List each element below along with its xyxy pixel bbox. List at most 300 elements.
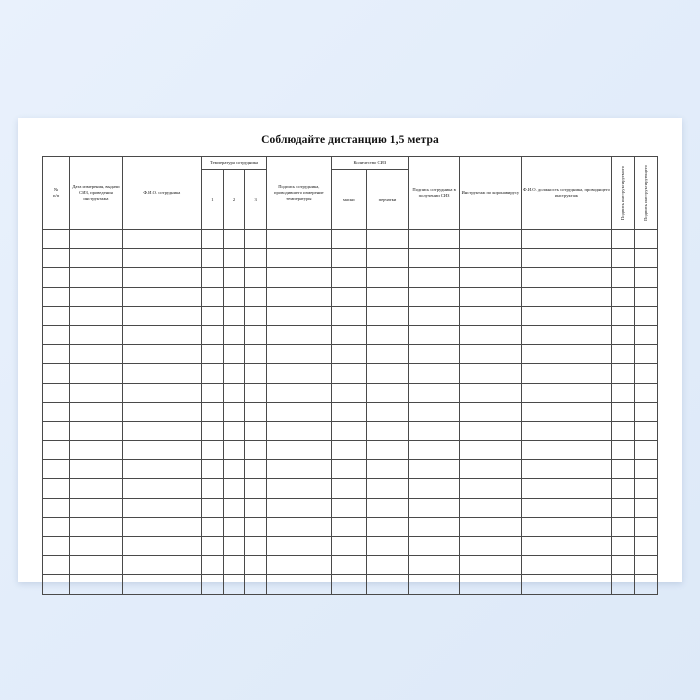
table-cell[interactable] xyxy=(122,421,202,440)
table-cell[interactable] xyxy=(331,402,366,421)
table-cell[interactable] xyxy=(70,287,122,306)
table-cell[interactable] xyxy=(521,421,612,440)
table-cell[interactable] xyxy=(366,537,408,556)
table-cell[interactable] xyxy=(635,345,658,364)
table-cell[interactable] xyxy=(409,460,460,479)
table-cell[interactable] xyxy=(635,383,658,402)
table-cell[interactable] xyxy=(366,421,408,440)
table-cell[interactable] xyxy=(43,421,70,440)
table-cell[interactable] xyxy=(612,537,635,556)
table-cell[interactable] xyxy=(223,306,245,325)
table-cell[interactable] xyxy=(223,287,245,306)
table-cell[interactable] xyxy=(266,498,331,517)
table-cell[interactable] xyxy=(122,230,202,249)
table-cell[interactable] xyxy=(635,402,658,421)
table-cell[interactable] xyxy=(409,498,460,517)
table-cell[interactable] xyxy=(331,345,366,364)
col-header-ppe-gloves: перчатки xyxy=(366,170,408,230)
table-cell[interactable] xyxy=(223,537,245,556)
table-cell[interactable] xyxy=(245,230,267,249)
table-cell[interactable] xyxy=(612,287,635,306)
table-cell[interactable] xyxy=(460,460,521,479)
table-cell[interactable] xyxy=(266,287,331,306)
table-cell[interactable] xyxy=(223,479,245,498)
table-cell[interactable] xyxy=(43,345,70,364)
table-cell[interactable] xyxy=(70,345,122,364)
table-cell[interactable] xyxy=(266,537,331,556)
table-cell[interactable] xyxy=(266,325,331,344)
table-cell[interactable] xyxy=(366,479,408,498)
table-cell[interactable] xyxy=(409,268,460,287)
table-cell[interactable] xyxy=(521,268,612,287)
table-cell[interactable] xyxy=(409,249,460,268)
table-cell[interactable] xyxy=(122,498,202,517)
table-cell[interactable] xyxy=(331,556,366,575)
table-cell[interactable] xyxy=(612,230,635,249)
table-cell[interactable] xyxy=(612,306,635,325)
table-cell[interactable] xyxy=(331,383,366,402)
table-cell[interactable] xyxy=(43,268,70,287)
table-cell[interactable] xyxy=(202,421,224,440)
table-cell[interactable] xyxy=(122,364,202,383)
table-cell[interactable] xyxy=(331,460,366,479)
table-row xyxy=(43,345,658,364)
table-cell[interactable] xyxy=(635,325,658,344)
table-cell[interactable] xyxy=(635,268,658,287)
table-cell[interactable] xyxy=(223,556,245,575)
table-cell[interactable] xyxy=(202,364,224,383)
table-cell[interactable] xyxy=(460,421,521,440)
table-cell[interactable] xyxy=(70,460,122,479)
table-cell[interactable] xyxy=(635,287,658,306)
col-header-ppe-group: Количество СИЗ xyxy=(331,157,408,170)
header-group-row xyxy=(43,157,658,170)
table-cell[interactable] xyxy=(70,249,122,268)
table-row xyxy=(43,325,658,344)
table-cell[interactable] xyxy=(409,383,460,402)
table-cell[interactable] xyxy=(70,306,122,325)
table-cell[interactable] xyxy=(223,230,245,249)
table-cell[interactable] xyxy=(266,230,331,249)
table-cell[interactable] xyxy=(331,268,366,287)
table-cell[interactable] xyxy=(266,383,331,402)
table-cell[interactable] xyxy=(521,556,612,575)
table-cell[interactable] xyxy=(331,364,366,383)
table-cell[interactable] xyxy=(122,306,202,325)
table-cell[interactable] xyxy=(70,537,122,556)
table-cell[interactable] xyxy=(460,498,521,517)
table-cell[interactable] xyxy=(331,537,366,556)
table-cell[interactable] xyxy=(122,479,202,498)
table-cell[interactable] xyxy=(245,421,267,440)
table-cell[interactable] xyxy=(521,306,612,325)
col-header-no-line1: № xyxy=(53,187,59,193)
table-cell[interactable] xyxy=(409,287,460,306)
table-cell[interactable] xyxy=(202,575,224,594)
table-cell[interactable] xyxy=(612,421,635,440)
table-cell[interactable] xyxy=(43,556,70,575)
table-cell[interactable] xyxy=(70,517,122,536)
table-cell[interactable] xyxy=(202,537,224,556)
table-cell[interactable] xyxy=(122,537,202,556)
table-cell[interactable] xyxy=(521,517,612,536)
table-cell[interactable] xyxy=(70,268,122,287)
col-header-date: Дата измерения, выдачи СИЗ, проведения инструктажа xyxy=(70,157,122,230)
table-cell[interactable] xyxy=(43,460,70,479)
table-cell[interactable] xyxy=(43,306,70,325)
table-cell[interactable] xyxy=(366,517,408,536)
table-cell[interactable] xyxy=(460,441,521,460)
table-row xyxy=(43,460,658,479)
col-header-employee-name: Ф.И.О. сотрудника xyxy=(122,157,202,230)
table-cell[interactable] xyxy=(245,441,267,460)
table-cell[interactable] xyxy=(43,364,70,383)
table-cell[interactable] xyxy=(70,556,122,575)
table-cell[interactable] xyxy=(70,383,122,402)
table-cell[interactable] xyxy=(635,517,658,536)
table-cell[interactable] xyxy=(245,479,267,498)
table-cell[interactable] xyxy=(223,249,245,268)
table-cell[interactable] xyxy=(331,479,366,498)
col-header-temperature-group: Температура сотрудника xyxy=(202,157,267,170)
table-cell[interactable] xyxy=(460,230,521,249)
table-cell[interactable] xyxy=(202,325,224,344)
table-cell[interactable] xyxy=(70,364,122,383)
table-cell[interactable] xyxy=(635,249,658,268)
table-cell[interactable] xyxy=(266,345,331,364)
table-cell[interactable] xyxy=(635,306,658,325)
table-cell[interactable] xyxy=(43,383,70,402)
table-cell[interactable] xyxy=(202,230,224,249)
table-cell[interactable] xyxy=(612,479,635,498)
table-cell[interactable] xyxy=(202,249,224,268)
table-cell[interactable] xyxy=(521,364,612,383)
table-cell[interactable] xyxy=(409,556,460,575)
col-header-temp-signature: Подпись сотрудника, проводившего измерение температуры xyxy=(266,157,331,230)
table-cell[interactable] xyxy=(521,287,612,306)
table-cell[interactable] xyxy=(460,325,521,344)
table-cell[interactable] xyxy=(223,325,245,344)
table-cell[interactable] xyxy=(521,230,612,249)
table-cell[interactable] xyxy=(331,441,366,460)
table-cell[interactable] xyxy=(245,556,267,575)
table-cell[interactable] xyxy=(202,460,224,479)
table-cell[interactable] xyxy=(521,325,612,344)
col-header-sign-instructed xyxy=(612,157,635,230)
table-cell[interactable] xyxy=(223,421,245,440)
table-cell[interactable] xyxy=(331,575,366,594)
table-cell[interactable] xyxy=(331,325,366,344)
table-cell[interactable] xyxy=(223,498,245,517)
table-cell[interactable] xyxy=(245,402,267,421)
table-cell[interactable] xyxy=(635,556,658,575)
table-cell[interactable] xyxy=(43,230,70,249)
table-cell[interactable] xyxy=(612,498,635,517)
table-cell[interactable] xyxy=(245,268,267,287)
table-cell[interactable] xyxy=(245,537,267,556)
table-cell[interactable] xyxy=(409,230,460,249)
table-cell[interactable] xyxy=(635,479,658,498)
table-cell[interactable] xyxy=(635,421,658,440)
table-cell[interactable] xyxy=(331,498,366,517)
table-cell[interactable] xyxy=(612,268,635,287)
table-cell[interactable] xyxy=(43,402,70,421)
table-cell[interactable] xyxy=(223,441,245,460)
table-cell[interactable] xyxy=(122,517,202,536)
table-cell[interactable] xyxy=(409,364,460,383)
table-cell[interactable] xyxy=(245,287,267,306)
table-cell[interactable] xyxy=(612,575,635,594)
table-row xyxy=(43,287,658,306)
table-cell[interactable] xyxy=(266,306,331,325)
table-cell[interactable] xyxy=(43,249,70,268)
table-cell[interactable] xyxy=(331,230,366,249)
table-cell[interactable] xyxy=(366,230,408,249)
table-cell[interactable] xyxy=(43,441,70,460)
table-cell[interactable] xyxy=(635,537,658,556)
table-cell[interactable] xyxy=(202,479,224,498)
table-cell[interactable] xyxy=(366,383,408,402)
table-cell[interactable] xyxy=(122,287,202,306)
table-cell[interactable] xyxy=(366,306,408,325)
col-header-temp-3: 3 xyxy=(245,170,267,230)
table-cell[interactable] xyxy=(202,345,224,364)
table-cell[interactable] xyxy=(202,517,224,536)
table-cell[interactable] xyxy=(612,441,635,460)
table-cell[interactable] xyxy=(612,517,635,536)
table-cell[interactable] xyxy=(223,460,245,479)
table-cell[interactable] xyxy=(366,498,408,517)
table-cell[interactable] xyxy=(460,287,521,306)
table-cell[interactable] xyxy=(521,402,612,421)
table-cell[interactable] xyxy=(460,383,521,402)
table-row xyxy=(43,383,658,402)
table-row xyxy=(43,230,658,249)
table-cell[interactable] xyxy=(460,575,521,594)
table-head xyxy=(43,157,658,230)
table-row xyxy=(43,306,658,325)
table-cell[interactable] xyxy=(521,498,612,517)
table-cell[interactable] xyxy=(43,325,70,344)
table-cell[interactable] xyxy=(521,479,612,498)
table-cell[interactable] xyxy=(409,325,460,344)
table-cell[interactable] xyxy=(245,517,267,536)
table-cell[interactable] xyxy=(521,383,612,402)
table-cell[interactable] xyxy=(612,249,635,268)
table-cell[interactable] xyxy=(245,383,267,402)
table-cell[interactable] xyxy=(202,287,224,306)
table-cell[interactable] xyxy=(331,421,366,440)
table-cell[interactable] xyxy=(460,249,521,268)
table-cell[interactable] xyxy=(266,460,331,479)
table-row xyxy=(43,364,658,383)
table-cell[interactable] xyxy=(635,498,658,517)
table-cell[interactable] xyxy=(245,364,267,383)
table-cell[interactable] xyxy=(266,575,331,594)
table-cell[interactable] xyxy=(460,306,521,325)
table-cell[interactable] xyxy=(331,287,366,306)
table-cell[interactable] xyxy=(266,441,331,460)
table-cell[interactable] xyxy=(521,441,612,460)
table-cell[interactable] xyxy=(122,575,202,594)
table-cell[interactable] xyxy=(122,345,202,364)
table-cell[interactable] xyxy=(202,441,224,460)
table-cell[interactable] xyxy=(223,364,245,383)
table-row xyxy=(43,268,658,287)
table-cell[interactable] xyxy=(612,383,635,402)
table-cell[interactable] xyxy=(202,268,224,287)
table-cell[interactable] xyxy=(245,249,267,268)
table-cell[interactable] xyxy=(70,230,122,249)
table-cell[interactable] xyxy=(223,345,245,364)
table-cell[interactable] xyxy=(202,402,224,421)
table-cell[interactable] xyxy=(331,306,366,325)
table-cell[interactable] xyxy=(409,306,460,325)
table-cell[interactable] xyxy=(266,421,331,440)
col-header-briefing-person: Ф.И.О. должность сотрудника, проводящего инструктаж xyxy=(521,157,612,230)
table-cell[interactable] xyxy=(43,537,70,556)
table-cell[interactable] xyxy=(366,441,408,460)
table-cell[interactable] xyxy=(460,537,521,556)
table-cell[interactable] xyxy=(409,441,460,460)
table-cell[interactable] xyxy=(331,249,366,268)
table-cell[interactable] xyxy=(266,364,331,383)
table-cell[interactable] xyxy=(331,517,366,536)
table-cell[interactable] xyxy=(202,498,224,517)
table-cell[interactable] xyxy=(122,383,202,402)
table-cell[interactable] xyxy=(223,517,245,536)
table-cell[interactable] xyxy=(70,441,122,460)
table-cell[interactable] xyxy=(460,268,521,287)
table-cell[interactable] xyxy=(460,364,521,383)
col-header-temp-1: 1 xyxy=(202,170,224,230)
table-cell[interactable] xyxy=(409,421,460,440)
table-cell[interactable] xyxy=(366,287,408,306)
table-cell[interactable] xyxy=(122,441,202,460)
table-cell[interactable] xyxy=(460,517,521,536)
table-cell[interactable] xyxy=(460,556,521,575)
table-cell[interactable] xyxy=(635,575,658,594)
table-cell[interactable] xyxy=(223,575,245,594)
table-cell[interactable] xyxy=(266,268,331,287)
table-cell[interactable] xyxy=(612,325,635,344)
table-row xyxy=(43,421,658,440)
table-cell[interactable] xyxy=(245,306,267,325)
table-cell[interactable] xyxy=(202,383,224,402)
table-cell[interactable] xyxy=(43,517,70,536)
table-cell[interactable] xyxy=(366,325,408,344)
table-cell[interactable] xyxy=(409,345,460,364)
table-cell[interactable] xyxy=(266,402,331,421)
table-cell[interactable] xyxy=(409,517,460,536)
table-cell[interactable] xyxy=(521,249,612,268)
table-cell[interactable] xyxy=(366,249,408,268)
table-cell[interactable] xyxy=(223,268,245,287)
table-cell[interactable] xyxy=(245,345,267,364)
table-cell[interactable] xyxy=(635,230,658,249)
table-cell[interactable] xyxy=(70,325,122,344)
table-cell[interactable] xyxy=(70,498,122,517)
table-cell[interactable] xyxy=(521,537,612,556)
table-cell[interactable] xyxy=(122,460,202,479)
table-cell[interactable] xyxy=(266,556,331,575)
table-cell[interactable] xyxy=(409,479,460,498)
table-cell[interactable] xyxy=(70,575,122,594)
table-cell[interactable] xyxy=(409,537,460,556)
table-cell[interactable] xyxy=(366,556,408,575)
table-cell[interactable] xyxy=(122,249,202,268)
table-cell[interactable] xyxy=(245,575,267,594)
table-cell[interactable] xyxy=(612,402,635,421)
paper-sheet xyxy=(18,118,682,582)
col-header-sign-instructor-label: Подпись инструктирующего xyxy=(643,165,649,221)
table-row xyxy=(43,498,658,517)
table-cell[interactable] xyxy=(635,364,658,383)
table-row xyxy=(43,575,658,594)
table-cell[interactable] xyxy=(366,460,408,479)
table-cell[interactable] xyxy=(612,460,635,479)
table-cell[interactable] xyxy=(612,345,635,364)
table-cell[interactable] xyxy=(635,460,658,479)
table-cell[interactable] xyxy=(122,325,202,344)
table-cell[interactable] xyxy=(245,460,267,479)
table-cell[interactable] xyxy=(409,575,460,594)
table-cell[interactable] xyxy=(245,498,267,517)
table-row xyxy=(43,537,658,556)
table-cell[interactable] xyxy=(122,402,202,421)
table-cell[interactable] xyxy=(70,421,122,440)
col-header-sign-instructed-label: Подпись инструктируемого xyxy=(620,166,626,220)
col-header-ppe-signature: Подпись сотрудника в получении СИЗ xyxy=(409,157,460,230)
table-cell[interactable] xyxy=(366,268,408,287)
table-cell[interactable] xyxy=(366,575,408,594)
table-cell[interactable] xyxy=(223,402,245,421)
table-cell[interactable] xyxy=(70,479,122,498)
table-cell[interactable] xyxy=(612,364,635,383)
col-header-no xyxy=(43,157,70,230)
table-cell[interactable] xyxy=(366,364,408,383)
table-cell[interactable] xyxy=(202,556,224,575)
table-cell[interactable] xyxy=(460,479,521,498)
table-cell[interactable] xyxy=(43,498,70,517)
table-cell[interactable] xyxy=(223,383,245,402)
table-cell[interactable] xyxy=(122,556,202,575)
table-cell[interactable] xyxy=(266,479,331,498)
table-cell[interactable] xyxy=(460,345,521,364)
table-cell[interactable] xyxy=(521,460,612,479)
table-cell[interactable] xyxy=(409,402,460,421)
table-cell[interactable] xyxy=(266,517,331,536)
table-cell[interactable] xyxy=(43,287,70,306)
table-cell[interactable] xyxy=(366,402,408,421)
table-cell[interactable] xyxy=(612,556,635,575)
table-cell[interactable] xyxy=(266,249,331,268)
table-row xyxy=(43,556,658,575)
table-cell[interactable] xyxy=(460,402,521,421)
table-cell[interactable] xyxy=(43,479,70,498)
table-cell[interactable] xyxy=(521,345,612,364)
table-cell[interactable] xyxy=(635,441,658,460)
table-cell[interactable] xyxy=(70,402,122,421)
table-cell[interactable] xyxy=(43,575,70,594)
table-cell[interactable] xyxy=(122,268,202,287)
table-cell[interactable] xyxy=(202,306,224,325)
table-cell[interactable] xyxy=(521,575,612,594)
col-header-ppe-masks: маски xyxy=(331,170,366,230)
table-cell[interactable] xyxy=(366,345,408,364)
table-cell[interactable] xyxy=(245,325,267,344)
col-header-sign-instructor xyxy=(635,157,658,230)
